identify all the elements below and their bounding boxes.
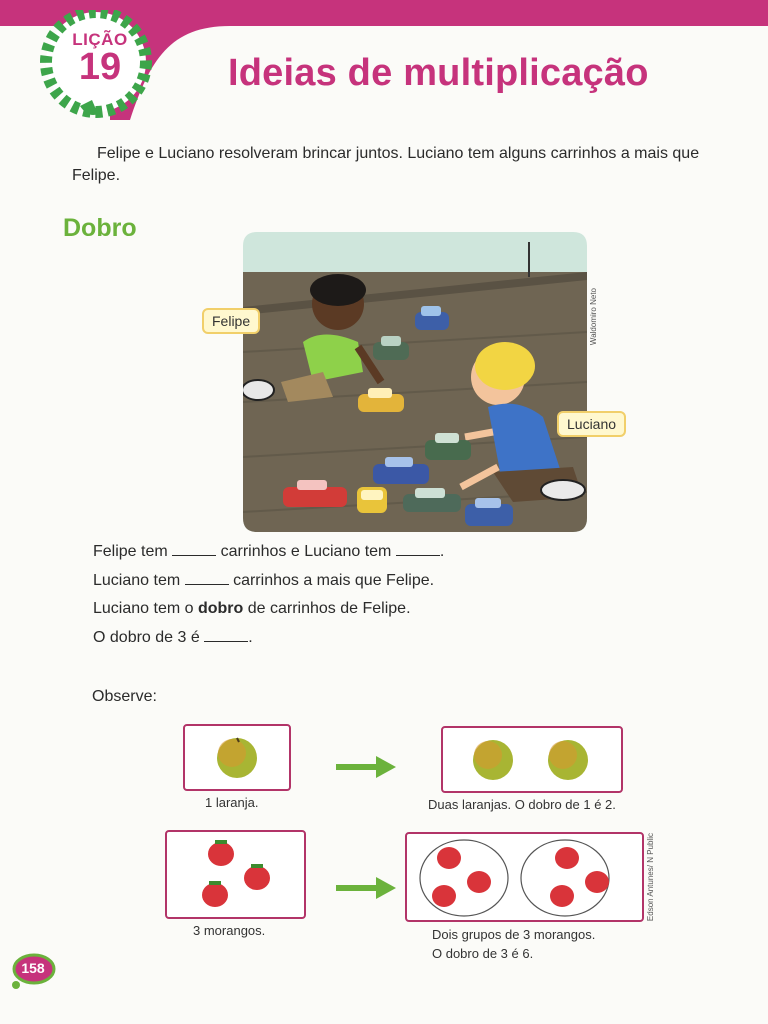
photo-credit — [646, 833, 668, 921]
q1-text-c: . — [439, 543, 445, 560]
answer-blank-difference[interactable] — [185, 572, 229, 585]
photo-credit-line1: Edson Antunes/ — [646, 865, 655, 922]
q4-text-a: O dobro de 3 é — [93, 629, 200, 646]
q1-text-b: carrinhos e Luciano tem — [220, 543, 392, 560]
q2-text-a: Luciano tem — [93, 572, 181, 589]
caption-two-groups-line2: O dobro de 3 é 6. — [432, 946, 534, 961]
question-line-1 — [93, 543, 444, 561]
observe-label: Observe: — [92, 688, 157, 705]
answer-blank-felipe-cars[interactable] — [172, 543, 216, 556]
caption-two-oranges: Duas laranjas. O dobro de 1 é 2. — [428, 797, 616, 812]
caption-one-orange: 1 laranja. — [205, 795, 259, 810]
question-line-2 — [93, 572, 434, 590]
orange-icon — [185, 726, 289, 789]
two-oranges-frame — [441, 726, 623, 793]
q4-text-b: . — [248, 629, 253, 646]
two-groups-frame — [405, 832, 644, 922]
three-strawberries-frame — [165, 830, 306, 919]
page-number: 158 — [21, 960, 45, 976]
lesson-label: LIÇÃO — [72, 30, 128, 49]
caption-two-groups-line1: Dois grupos de 3 morangos. — [432, 927, 596, 942]
arrow-right-icon — [336, 756, 396, 778]
page-title: Ideias de multiplicação — [228, 52, 649, 94]
question-line-4 — [93, 629, 253, 647]
kids-playing-illustration — [243, 232, 587, 532]
answer-blank-luciano-cars[interactable] — [396, 543, 440, 556]
two-orange-icons — [443, 728, 621, 791]
question-line-3 — [93, 600, 411, 618]
q3-bold-word: dobro — [197, 600, 244, 617]
q3-text-a: Luciano tem o — [93, 600, 194, 617]
intro-paragraph: Felipe e Luciano resolveram brincar juntos. Luciano tem alguns carrinhos a mais que Felipe. — [72, 145, 700, 184]
q3-text-b: de carrinhos de Felipe. — [247, 600, 411, 617]
illustration-credit: Waldomiro Neto — [589, 288, 598, 346]
arrow-right-icon-2 — [336, 877, 396, 899]
label-tag-luciano: Luciano — [557, 411, 626, 437]
toy-car-7 — [357, 487, 387, 513]
strawberry-icons — [167, 832, 304, 917]
caption-three-strawberries: 3 morangos. — [193, 923, 266, 938]
lesson-number: 19 — [78, 46, 122, 88]
caption-two-groups — [432, 925, 595, 963]
answer-blank-double-of-3[interactable] — [204, 629, 248, 642]
photo-credit-line2: N Public — [646, 833, 655, 863]
label-tag-felipe: Felipe — [202, 308, 260, 334]
section-title: Dobro — [63, 214, 137, 242]
q2-text-b: carrinhos a mais que Felipe. — [233, 572, 435, 589]
strawberry-groups-icons — [407, 834, 642, 920]
q1-text-a: Felipe tem — [93, 543, 168, 560]
one-orange-frame — [183, 724, 291, 791]
